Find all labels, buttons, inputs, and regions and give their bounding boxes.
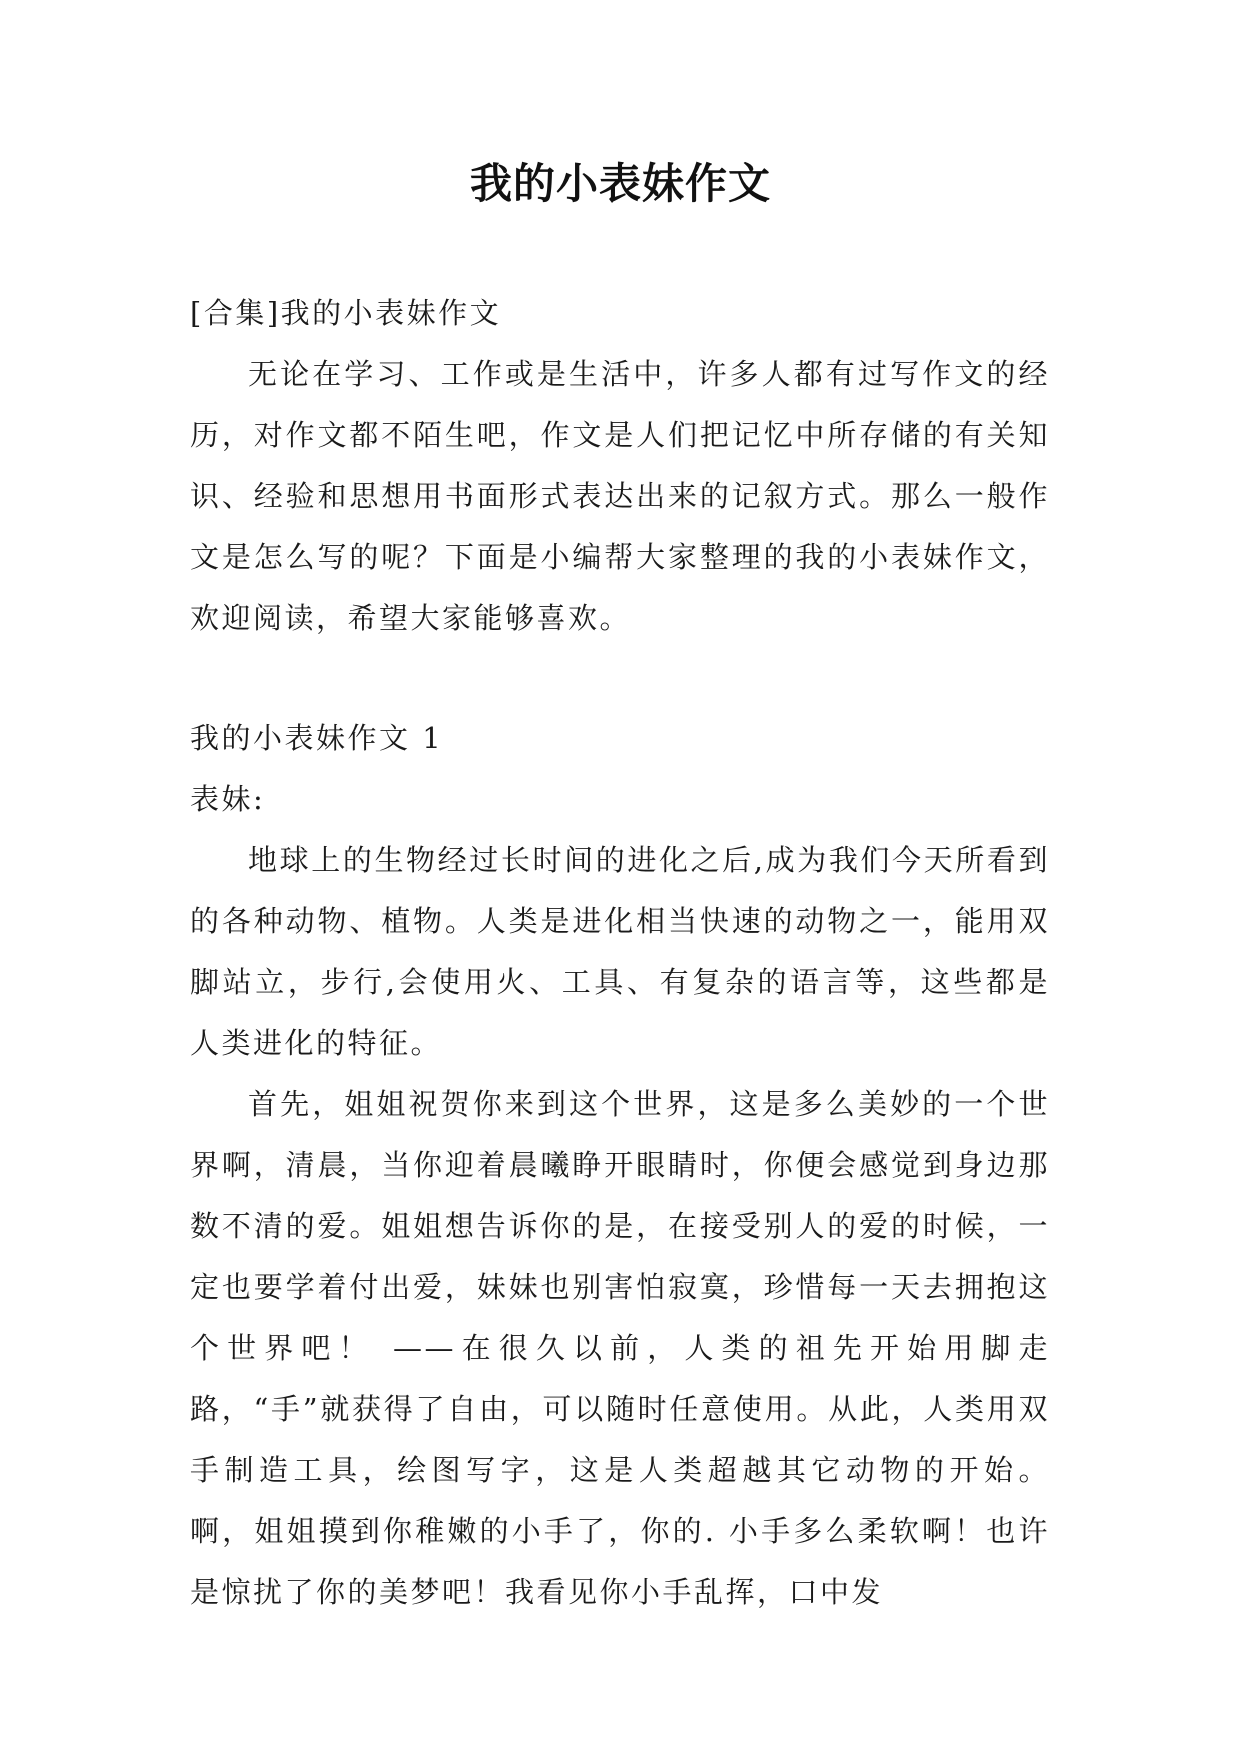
section-spacer [190, 649, 1050, 708]
body-paragraph-1: 地球上的生物经过长时间的进化之后,成为我们今天所看到的各种动物、植物。人类是进化相当快速的动物之一，能用双脚站立，步行,会使用火、工具、有复杂的语言等，这些都是人类进化的特征。 [190, 843, 1050, 1060]
document-body [190, 283, 1050, 1623]
salutation: 表妹: [190, 782, 266, 816]
collection-heading: [合集]我的小表妹作文 [190, 296, 502, 330]
intro-paragraph: 无论在学习、工作或是生活中，许多人都有过写作文的经历，对作文都不陌生吧，作文是人们把记忆中所存储的有关知识、经验和思想用书面形式表达出来的记叙方式。那么一般作文是怎么写的呢？下面是小编帮大家整理的我的小表妹作文，欢迎阅读，希望大家能够喜欢。 [190, 357, 1050, 635]
document-title: 我的小表妹作文 [469, 159, 771, 208]
body-paragraph-2: 首先，姐姐祝贺你来到这个世界，这是多么美妙的一个世界啊，清晨，当你迎着晨曦睁开眼睛时，你便会感觉到身边那数不清的爱。姐姐想告诉你的是，在接受别人的爱的时候，一定也要学着付出爱，妹妹也别害怕寂寞，珍惜每一天去拥抱这个世界吧！ ——在很久以前，人类的祖先开始用脚走路，“手”就获得了自由，可以随时任意使用。从此，人类用双手制造工具，绘图写字，这是人类超越其它动物的开始。 啊，姐姐摸到你稚嫩的小手了，你的. 小手多么柔软啊！也许是惊扰了你的美梦吧！我看见你小手乱挥，口中发 [190, 1087, 1050, 1609]
section-title: 我的小表妹作文 1 [190, 721, 444, 755]
